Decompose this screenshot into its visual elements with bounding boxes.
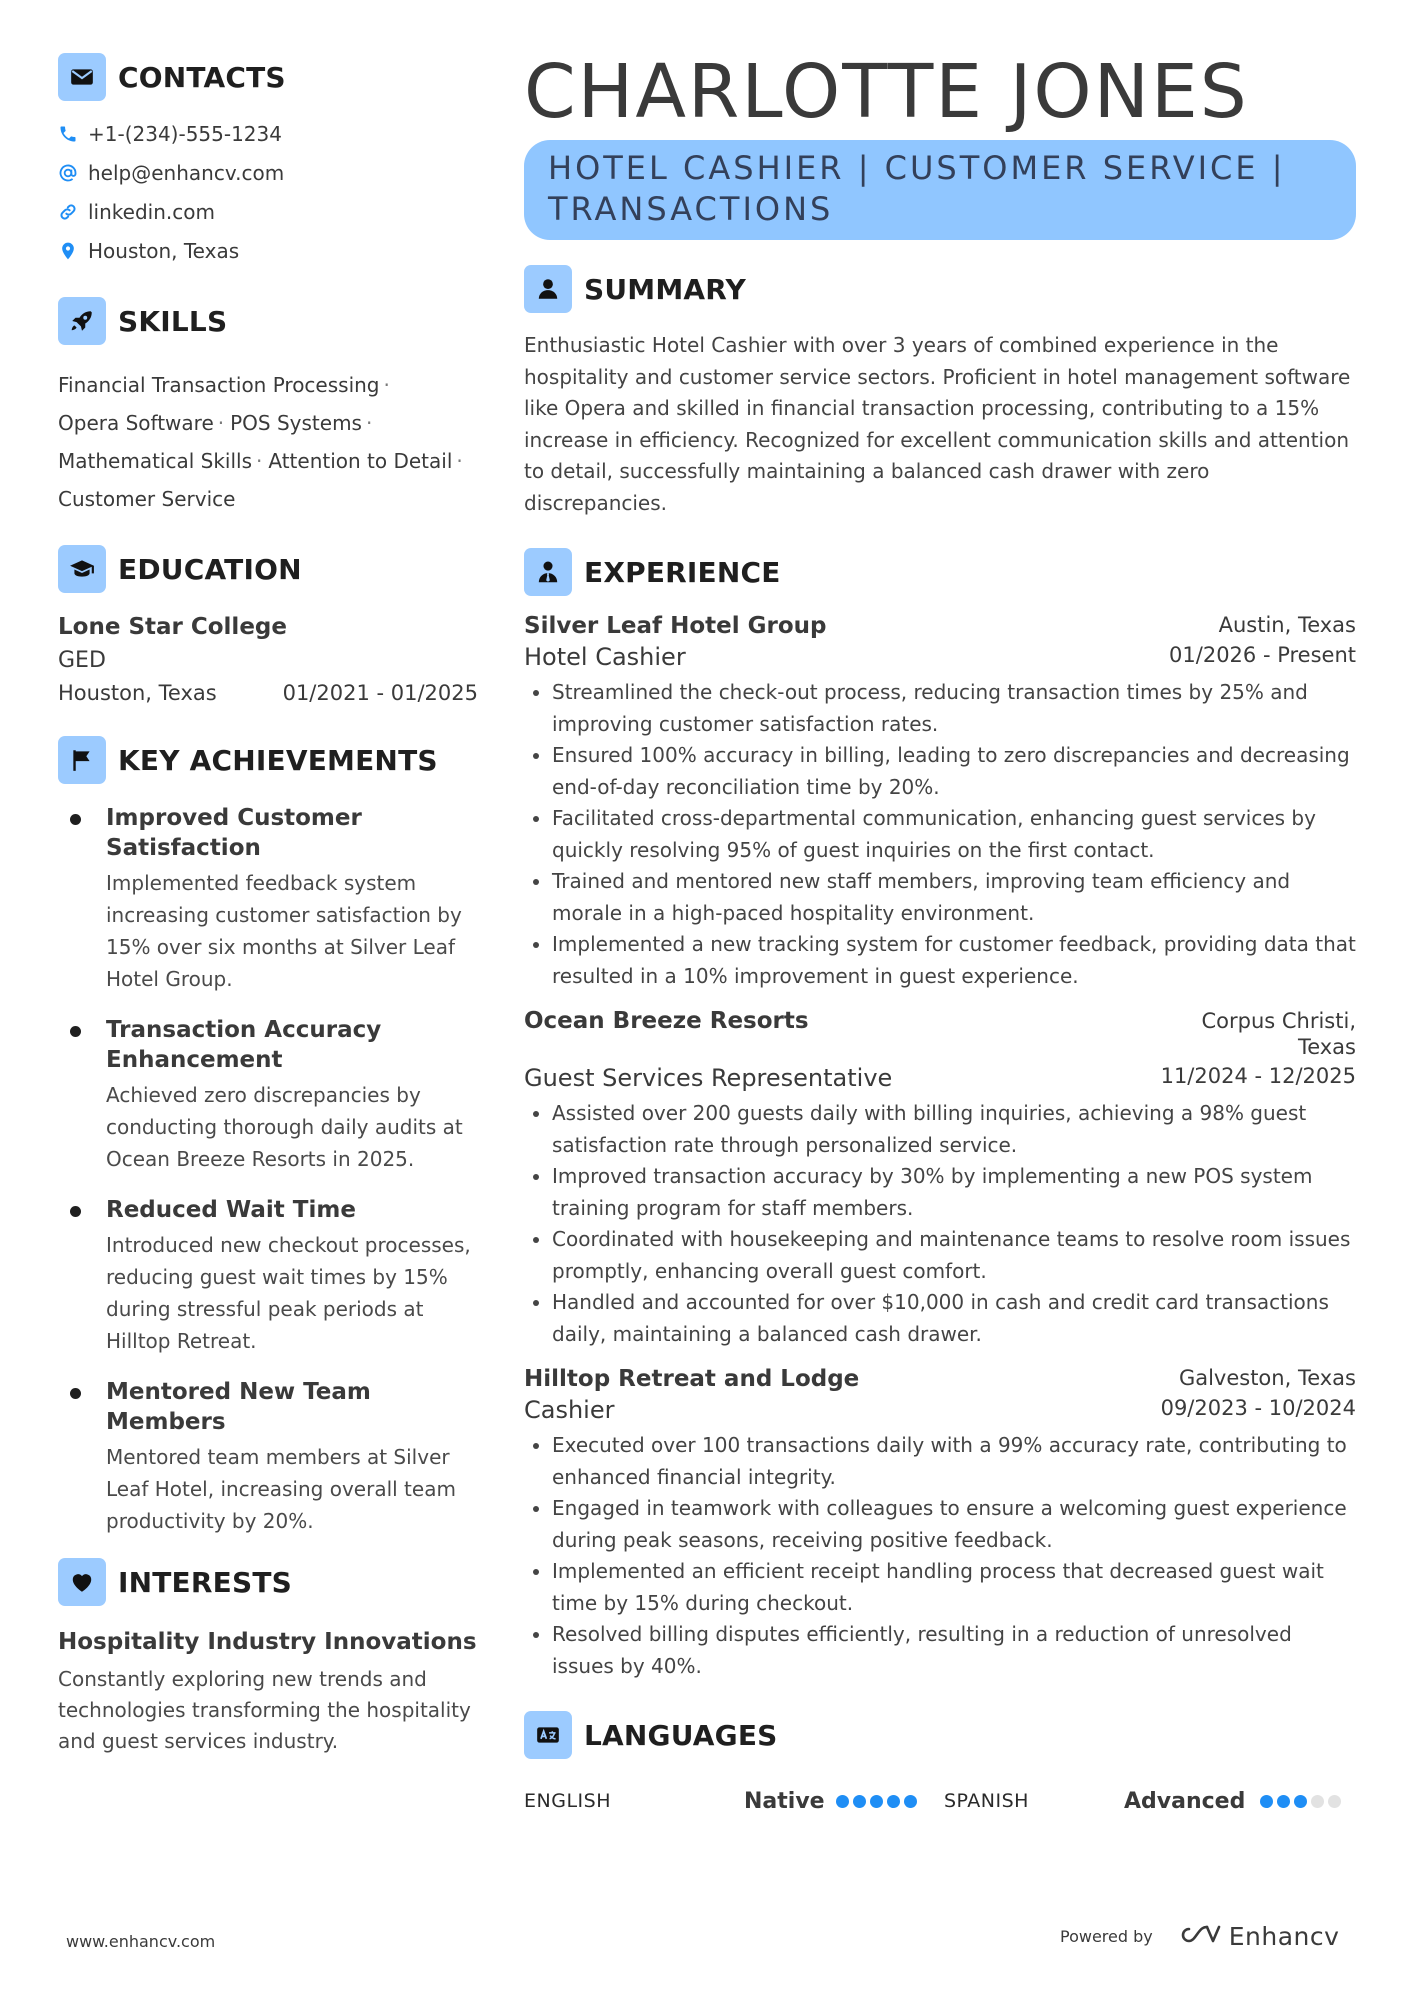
rating-dot-filled [904, 1795, 917, 1808]
job-bullet: Resolved billing disputes efficiently, resulting in a reduction of unresolved issues by 40%. [524, 1619, 1356, 1682]
candidate-title-banner: HOTEL CASHIER | CUSTOMER SERVICE | TRANSACTIONS [524, 140, 1356, 240]
rating-dot-filled [870, 1795, 883, 1808]
graduation-cap-icon [58, 545, 106, 593]
experience-entry [524, 1366, 1356, 1682]
contact-link[interactable] [58, 192, 478, 231]
skill-separator: · [217, 411, 225, 435]
contacts-header [58, 52, 478, 102]
skill-item: Customer Service [58, 487, 236, 511]
job-bullet: Ensured 100% accuracy in billing, leading to zero discrepancies and decreasing end-of-day reconciliation time by 20%. [524, 740, 1356, 803]
rocket-icon [58, 297, 106, 345]
job-bullet: Trained and mentored new staff members, improving team efficiency and morale in a high-paced hospitality environment. [524, 866, 1356, 929]
flag-icon [58, 736, 106, 784]
achievement-title: Transaction Accuracy Enhancement [106, 1017, 382, 1073]
interest-desc: Constantly exploring new trends and technologies transforming the hospitality and guest services industry. [58, 1667, 471, 1753]
rating-dot-filled [836, 1795, 849, 1808]
contact-list [58, 114, 478, 270]
job-bullet: Implemented an efficient receipt handling process that decreased guest wait time by 15% during checkout. [524, 1556, 1356, 1619]
achievement-item [58, 1015, 478, 1175]
interest-title: Hospitality Industry Innovations [58, 1629, 477, 1655]
experience-row-company [524, 1008, 1356, 1060]
job-bullet: Facilitated cross-departmental communication, enhancing guest services by quickly resolving 95% of guest inquiries on the first contact. [524, 803, 1356, 866]
achievement-title: Improved Customer Satisfaction [106, 805, 362, 861]
experience-entry [524, 1008, 1356, 1350]
experience-entry [524, 613, 1356, 992]
job-bullet: Engaged in teamwork with colleagues to ensure a welcoming guest experience during peak seasons, receiving positive feedback. [524, 1493, 1356, 1556]
job-dates: 01/2026 - Present [1169, 643, 1356, 667]
achievement-item [58, 803, 478, 995]
languages-title: LANGUAGES [584, 1718, 778, 1752]
job-bullet: Handled and accounted for over $10,000 in cash and credit card transactions daily, maintaining a balanced cash drawer. [524, 1287, 1356, 1350]
interests-title: INTERESTS [118, 1565, 292, 1599]
language-rating [832, 1795, 944, 1808]
skills-header [58, 296, 478, 346]
achievement-desc: Achieved zero discrepancies by conducting thorough daily audits at Ocean Breeze Resorts in 2025. [106, 1083, 463, 1171]
rating-dot-empty [1328, 1795, 1341, 1808]
phone-icon [58, 124, 78, 144]
company-name: Silver Leaf Hotel Group [524, 613, 827, 639]
bullet-icon [70, 1388, 81, 1399]
achievement-item [58, 1377, 478, 1537]
language-level: Native [744, 1788, 825, 1814]
skills-line-4 [58, 480, 478, 518]
education-title: EDUCATION [118, 552, 302, 586]
job-location: Galveston, Texas [1178, 1366, 1356, 1390]
rating-dot-filled [1277, 1795, 1290, 1808]
bullet-icon [70, 1206, 81, 1217]
skills-line-2 [58, 404, 478, 442]
job-dates: 09/2023 - 10/2024 [1160, 1396, 1356, 1420]
left-column [58, 52, 478, 1757]
contact-phone[interactable] [58, 114, 478, 153]
achievement-desc: Mentored team members at Silver Leaf Hotel, increasing overall team productivity by 20%. [106, 1445, 456, 1533]
achievements-title: KEY ACHIEVEMENTS [118, 743, 438, 777]
skills-list [58, 366, 478, 518]
rating-dot-filled [887, 1795, 900, 1808]
language-name: ENGLISH [524, 1790, 611, 1812]
interests-header [58, 1557, 478, 1607]
languages-header [524, 1710, 1356, 1760]
company-name: Ocean Breeze Resorts [524, 1008, 809, 1034]
rating-dot-filled [1294, 1795, 1307, 1808]
job-role: Hotel Cashier [524, 643, 686, 671]
job-bullets [524, 1430, 1356, 1682]
location-text: Houston, Texas [88, 238, 240, 263]
language-name: SPANISH [944, 1790, 1029, 1812]
email-text: help@enhancv.com [88, 160, 285, 185]
job-bullets [524, 1098, 1356, 1350]
language-rating [1256, 1795, 1341, 1808]
skill-item: Attention to Detail [268, 449, 453, 473]
job-location: Austin, Texas [1218, 613, 1356, 637]
skills-line-1 [58, 366, 478, 404]
skill-item: POS Systems [230, 411, 362, 435]
company-name: Hilltop Retreat and Lodge [524, 1366, 860, 1392]
job-bullet: Streamlined the check-out process, reducing transaction times by 25% and improving customer satisfaction rates. [524, 677, 1356, 740]
footer-website[interactable]: www.enhancv.com [66, 1932, 216, 1951]
powered-by-text: Powered by [1060, 1927, 1153, 1946]
experience-row-role [524, 1064, 1356, 1092]
bullet-icon [70, 814, 81, 825]
contact-location [58, 231, 478, 270]
skill-separator: · [456, 449, 463, 473]
experience-header [524, 547, 1356, 597]
at-icon [58, 163, 78, 183]
map-pin-icon [58, 241, 78, 261]
phone-text: +1-(234)-555-1234 [88, 121, 282, 146]
education-meta [58, 681, 478, 705]
user-icon [524, 265, 572, 313]
education-dates: 01/2021 - 01/2025 [282, 681, 478, 705]
bullet-icon [70, 1026, 81, 1037]
education-degree: GED [58, 648, 106, 673]
job-role: Cashier [524, 1396, 615, 1424]
skill-item: Opera Software [58, 411, 214, 435]
job-location: Corpus Christi, Texas [1201, 1009, 1356, 1059]
achievement-title: Reduced Wait Time [106, 1197, 356, 1223]
job-role: Guest Services Representative [524, 1064, 893, 1092]
experience-row-company [524, 1366, 1356, 1392]
job-bullets [524, 677, 1356, 992]
job-bullet: Implemented a new tracking system for customer feedback, providing data that resulted in a 10% improvement in guest experience. [524, 929, 1356, 992]
skill-separator: · [256, 449, 263, 473]
rating-dot-filled [853, 1795, 866, 1808]
brand-name: Enhancv [1228, 1922, 1340, 1951]
right-column [524, 44, 1356, 1816]
job-bullet: Improved transaction accuracy by 30% by implementing a new POS system training program for staff members. [524, 1161, 1356, 1224]
education-location: Houston, Texas [58, 681, 217, 705]
skill-separator: · [383, 373, 390, 397]
achievement-desc: Introduced new checkout processes, reducing guest wait times by 15% during stressful peak periods at Hilltop Retreat. [106, 1233, 471, 1353]
achievements-list [58, 803, 478, 1537]
heart-icon [58, 1558, 106, 1606]
experience-row-role [524, 1396, 1356, 1424]
footer-brand [1060, 1922, 1339, 1951]
job-bullet: Executed over 100 transactions daily with a 99% accuracy rate, contributing to enhanced financial integrity. [524, 1430, 1356, 1493]
job-dates: 11/2024 - 12/2025 [1160, 1064, 1356, 1088]
achievement-title: Mentored New Team Members [106, 1379, 371, 1435]
candidate-name: CHARLOTTE JONES [524, 49, 1249, 135]
summary-title: SUMMARY [584, 272, 747, 306]
job-bullet: Assisted over 200 guests daily with billing inquiries, achieving a 98% guest satisfaction rate through personalized service. [524, 1098, 1356, 1161]
skill-item: Financial Transaction Processing [58, 373, 380, 397]
contacts-title: CONTACTS [118, 60, 286, 94]
experience-title: EXPERIENCE [584, 555, 781, 589]
enhancv-logo-icon [1175, 1923, 1221, 1951]
rating-dot-empty [1311, 1795, 1324, 1808]
skills-line-3 [58, 442, 478, 480]
achievement-desc: Implemented feedback system increasing customer satisfaction by 15% over six months at Silver Leaf Hotel Group. [106, 871, 462, 991]
contact-email[interactable] [58, 153, 478, 192]
rating-dot-filled [1260, 1795, 1273, 1808]
education-header [58, 544, 478, 594]
link-text: linkedin.com [88, 199, 215, 224]
envelope-icon [58, 53, 106, 101]
link-icon [58, 202, 78, 222]
language-level: Advanced [1124, 1788, 1246, 1814]
user-tie-icon [524, 548, 572, 596]
job-bullet: Coordinated with housekeeping and maintenance teams to resolve room issues promptly, enhancing overall guest comfort. [524, 1224, 1356, 1287]
skill-item: Mathematical Skills [58, 449, 253, 473]
skill-separator: · [365, 411, 373, 435]
education-school: Lone Star College [58, 614, 287, 640]
experience-row-company [524, 613, 1356, 639]
languages-row [524, 1786, 1356, 1816]
language-icon [524, 1711, 572, 1759]
achievements-header [58, 735, 478, 785]
achievement-item [58, 1195, 478, 1357]
summary-header [524, 264, 1356, 314]
summary-text: Enthusiastic Hotel Cashier with over 3 years of combined experience in the hospitality and customer service sectors. Proficient in hotel management software like Opera and skilled in financial transaction processing, contributing to a 15% increase in efficiency. Recognized for excellent communication skills and attention to detail, successfully maintaining a balanced cash drawer with zero discrepancies. [524, 333, 1351, 515]
experience-row-role [524, 643, 1356, 671]
skills-title: SKILLS [118, 304, 228, 338]
